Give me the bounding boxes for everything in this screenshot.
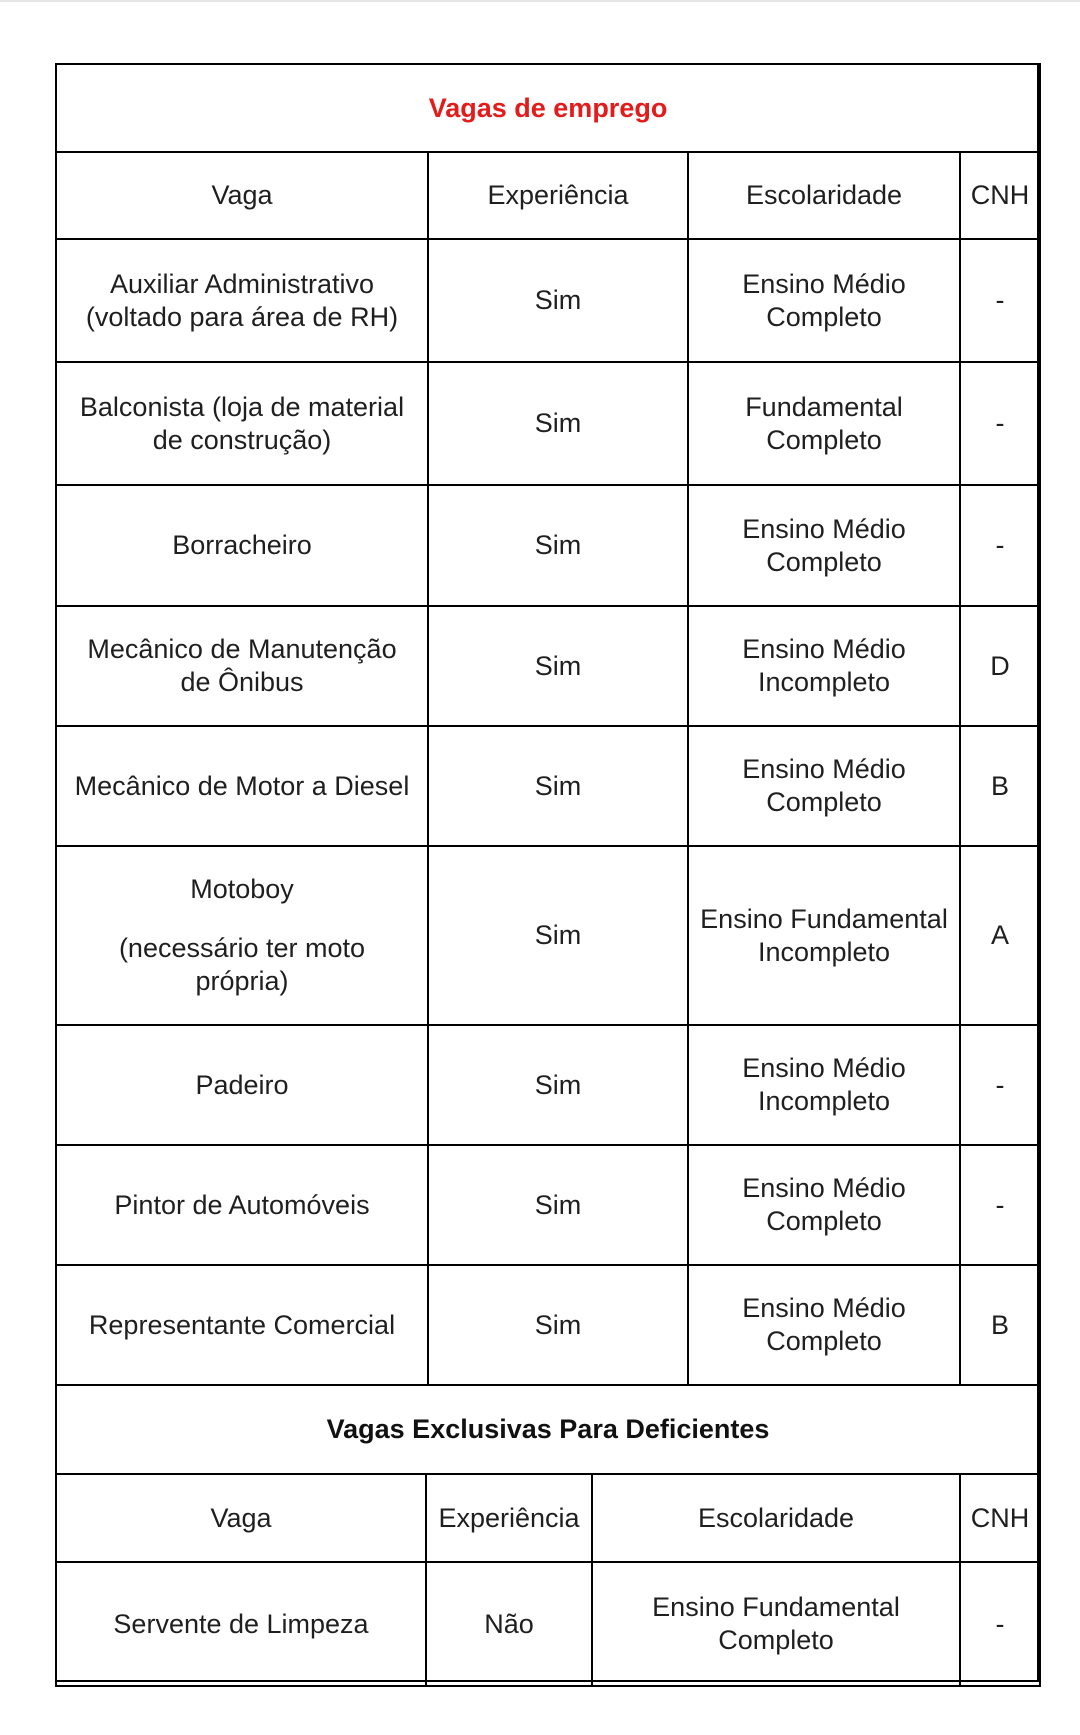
vaga-cell	[56, 846, 428, 1025]
experiencia-cell: Sim	[428, 846, 688, 1025]
table-row	[56, 846, 1040, 1025]
table-row	[56, 1025, 1040, 1145]
pcd-title: Vagas Exclusivas Para Deficientes	[56, 1385, 1040, 1474]
escolaridade-cell	[688, 846, 960, 1025]
cnh-cell: D	[960, 606, 1040, 726]
escolaridade-line: Fundamental	[745, 391, 903, 422]
vaga-cell: Borracheiro	[56, 485, 428, 606]
job-listing-frame	[55, 63, 1039, 1682]
cnh-cell: -	[960, 1562, 1040, 1686]
escolaridade-line: Completo	[766, 1206, 882, 1236]
vaga-cell	[56, 239, 428, 362]
escolaridade-cell	[688, 1145, 960, 1265]
header-cnh: CNH	[960, 1474, 1040, 1562]
vaga-cell: Mecânico de Motor a Diesel	[56, 726, 428, 846]
escolaridade-line: Incompleto	[757, 667, 891, 697]
table-row	[56, 606, 1040, 726]
escolaridade-line: Ensino Médio	[742, 268, 906, 299]
header-escolaridade: Escolaridade	[688, 152, 960, 239]
header-vaga: Vaga	[56, 1474, 426, 1562]
escolaridade-line: Completo	[718, 1625, 834, 1655]
header-escolaridade: Escolaridade	[592, 1474, 960, 1562]
table-row	[56, 726, 1040, 846]
table-row	[56, 239, 1040, 362]
escolaridade-cell	[688, 239, 960, 362]
top-divider	[0, 0, 1080, 2]
escolaridade-cell	[592, 1562, 960, 1686]
escolaridade-cell	[688, 1265, 960, 1385]
vaga-line: (necessário ter moto	[118, 933, 366, 963]
vaga-cell: Pintor de Automóveis	[56, 1145, 428, 1265]
pcd-title-row	[56, 1385, 1040, 1474]
escolaridade-line: Ensino Médio	[742, 1293, 906, 1323]
experiencia-cell: Sim	[428, 1025, 688, 1145]
vaga-line: de construção)	[152, 424, 332, 455]
escolaridade-line: Incompleto	[757, 936, 891, 967]
table-row	[56, 485, 1040, 606]
escolaridade-cell	[688, 1025, 960, 1145]
vaga-line: Mecânico de Manutenção	[87, 634, 397, 664]
escolaridade-line: Ensino Fundamental	[700, 903, 948, 934]
experiencia-cell: Sim	[428, 485, 688, 606]
escolaridade-line: Completo	[766, 546, 882, 577]
header-cnh: CNH	[960, 152, 1040, 239]
escolaridade-line: Ensino Médio	[742, 754, 906, 784]
table-row	[56, 1145, 1040, 1265]
cnh-cell: B	[960, 1265, 1040, 1385]
escolaridade-cell	[688, 362, 960, 485]
header-experiencia: Experiência	[428, 152, 688, 239]
escolaridade-cell	[688, 606, 960, 726]
experiencia-cell: Sim	[428, 239, 688, 362]
pcd-header-row	[56, 1474, 1040, 1562]
jobs-table	[55, 63, 1041, 1386]
vaga-cell: Padeiro	[56, 1025, 428, 1145]
escolaridade-cell	[688, 485, 960, 606]
table-row	[56, 1562, 1040, 1686]
escolaridade-line: Ensino Fundamental	[652, 1592, 900, 1622]
cnh-cell: A	[960, 846, 1040, 1025]
vaga-line: Balconista (loja de material	[79, 391, 405, 422]
escolaridade-line: Incompleto	[757, 1086, 891, 1116]
header-experiencia: Experiência	[426, 1474, 592, 1562]
header-vaga: Vaga	[56, 152, 428, 239]
jobs-header-row	[56, 152, 1040, 239]
vaga-cell: Representante Comercial	[56, 1265, 428, 1385]
escolaridade-line: Ensino Médio	[742, 634, 906, 664]
paragraph-gap	[63, 906, 421, 932]
vaga-line: de Ônibus	[180, 667, 304, 697]
cnh-cell: B	[960, 726, 1040, 846]
vaga-line: Motoboy	[190, 874, 294, 904]
table-row	[56, 1265, 1040, 1385]
pcd-jobs-table	[55, 1384, 1041, 1687]
escolaridade-line: Ensino Médio	[742, 1053, 906, 1083]
table-row	[56, 362, 1040, 485]
escolaridade-line: Completo	[766, 424, 882, 455]
experiencia-cell: Sim	[428, 1145, 688, 1265]
vaga-cell: Servente de Limpeza	[56, 1562, 426, 1686]
vaga-line: Auxiliar Administrativo	[109, 268, 375, 299]
escolaridade-line: Completo	[766, 301, 882, 332]
experiencia-cell: Sim	[428, 726, 688, 846]
cnh-cell: -	[960, 485, 1040, 606]
cnh-cell: -	[960, 239, 1040, 362]
vaga-line: própria)	[195, 966, 289, 996]
experiencia-cell: Sim	[428, 362, 688, 485]
vaga-cell	[56, 606, 428, 726]
experiencia-cell: Sim	[428, 1265, 688, 1385]
cnh-cell: -	[960, 362, 1040, 485]
escolaridade-line: Ensino Médio	[742, 513, 906, 544]
escolaridade-cell	[688, 726, 960, 846]
experiencia-cell: Sim	[428, 606, 688, 726]
jobs-title: Vagas de emprego	[56, 64, 1040, 152]
cnh-cell: -	[960, 1145, 1040, 1265]
escolaridade-line: Ensino Médio	[742, 1173, 906, 1203]
jobs-title-row	[56, 64, 1040, 152]
escolaridade-line: Completo	[766, 1326, 882, 1356]
vaga-cell	[56, 362, 428, 485]
vaga-line: (voltado para área de RH)	[85, 301, 399, 332]
experiencia-cell: Não	[426, 1562, 592, 1686]
cnh-cell: -	[960, 1025, 1040, 1145]
escolaridade-line: Completo	[766, 787, 882, 817]
